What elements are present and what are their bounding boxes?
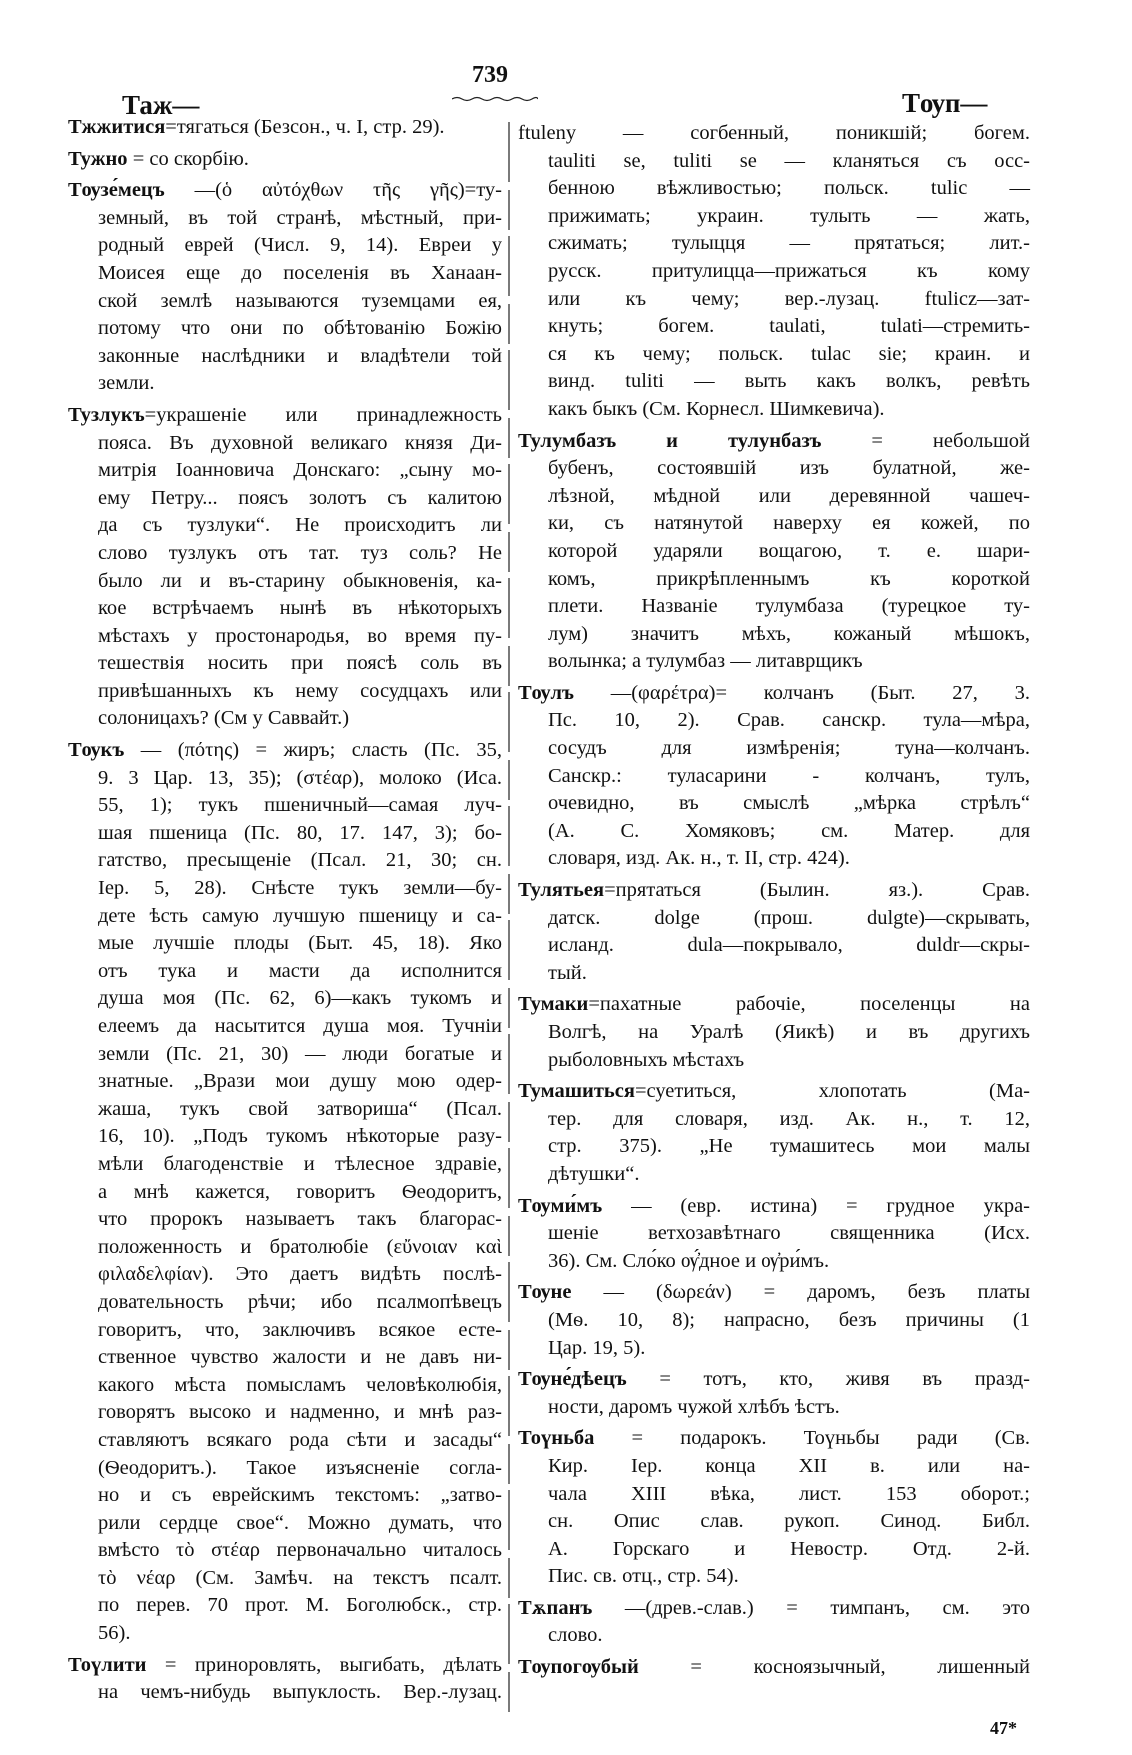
entry-text: = подарокъ. Тоүньбы ради (Св. [594,1427,1030,1450]
entry-text: слово. [548,1624,603,1647]
entry-line [68,875,502,903]
dictionary-entry [518,680,1030,873]
entry-line [68,1206,502,1234]
signature-mark: 47* [990,1718,1017,1738]
entry-line [518,1622,1030,1650]
entry-text: Цар. 19, 5). [548,1336,646,1359]
entry-text: потому что они по обѣтованію Божію [98,317,502,340]
headword: Тѹми́мъ [518,1194,603,1217]
entry-text: лум) значитъ мѣхъ, кожаный мѣшокъ, [548,622,1030,645]
entry-line [68,1372,502,1400]
entry-line [68,1317,502,1345]
entry-line [68,958,502,986]
entry-line [518,286,1030,314]
entry-line [68,402,502,430]
dictionary-entry [68,177,502,398]
headword: Тулумбазъ и тулунбазъ [518,429,822,452]
entry-text: ности, даромъ чужой хлѣбъ ѣстъ. [548,1395,840,1418]
entry-text: =суетиться, хлопотать (Ма- [634,1080,1030,1103]
entry-line [68,1289,502,1317]
entry-line [518,818,1030,846]
entry-text: бенною вѣжливостью; польск. tulic — [548,177,1030,200]
entry-line [68,1679,502,1707]
entry-line [518,1595,1030,1623]
dictionary-entry [68,737,502,1648]
entry-line [68,1068,502,1096]
entry-line [68,847,502,875]
entry-line [68,568,502,596]
headword: Тумаки [518,993,589,1016]
entry-text: чала XIII вѣка, лист. 153 оборот.; [548,1482,1030,1505]
entry-line [518,1106,1030,1134]
entry-text: кое встрѣчаемъ нынѣ въ нѣкоторыхъ [98,597,502,620]
entry-line [518,932,1030,960]
headword: Тѹне [518,1281,572,1304]
entry-text: ственное чувство жалости и не давъ ни- [98,1346,502,1369]
entry-text: исланд. dula—покрывало, duldr—скры- [548,934,1030,957]
entry-line [518,175,1030,203]
entry-line [518,1248,1030,1276]
entry-line [68,457,502,485]
entry-text: шая пшеница (Пс. 80, 17. 147, 3); бо- [98,821,502,844]
entry-text: плети. Названіе тулумбаза (турецкое ту- [548,595,1030,618]
entry-text: =украшеніе или принадлежность [144,403,502,426]
entry-text: по перев. 70 прот. М. Боголюбск., стр. [98,1594,502,1617]
entry-text: Пс. 10, 2). Срав. санскр. тула—мѣра, [548,709,1030,732]
entry-text: датск. dolge (прош. dulgte)—скрывать, [548,906,1030,929]
entry-line [518,648,1030,676]
entry-line [518,203,1030,231]
entry-text: =пахатные рабочіе, поселенцы на [588,993,1030,1016]
entry-line [68,623,502,651]
entry-text: Пис. св. отц., стр. 54). [548,1565,739,1588]
entry-text: Волгѣ, на Уралѣ (Яикѣ) и въ другихъ [548,1021,1030,1043]
entry-text: было ли и въ-старину обыкновенія, ка- [98,569,502,592]
entry-text: законные наслѣдники и владѣтели той [98,344,502,367]
entry-line [518,1366,1030,1394]
entry-text: Кир. Іер. конца XII в. или на- [548,1454,1030,1477]
entry-text: сосудъ для измѣренія; туна—колчанъ. [548,737,1030,760]
entry-text: пояса. Въ духовной великаго князя Ди- [98,431,502,454]
entry-text: какъ быкъ (См. Корнесл. Шимкевича). [548,397,885,420]
entry-line [518,1536,1030,1564]
entry-line [68,232,502,260]
entry-line [68,1234,502,1262]
entry-line [68,1261,502,1289]
entry-line [68,540,502,568]
headword: Тумашиться [518,1080,635,1103]
entry-line [518,707,1030,735]
entry-line [68,1537,502,1565]
dictionary-entry [68,146,502,174]
entry-text: волынка; а тулумбаз — литаврщикъ [548,650,863,673]
entry-line [68,485,502,513]
entry-line [68,430,502,458]
entry-text: мые лучшіе плоды (Быт. 45, 18). Яко [98,932,502,955]
entry-line [518,1563,1030,1591]
entry-text: = приноровлять, выгибать, дѣлать [146,1653,502,1676]
dictionary-entry [518,120,1030,424]
entry-text: земный, въ той странѣ, мѣстный, при- [98,206,502,229]
dictionary-entry [68,1652,502,1707]
entry-line [68,1592,502,1620]
headword: Тѹлъ [518,681,574,704]
entry-line [68,512,502,540]
entry-line [518,877,1030,905]
entry-text: =прятаться (Былин. яз.). Срав. [604,879,1030,902]
dictionary-entry [518,1193,1030,1276]
entry-text: отъ тука и масти да исполнится [98,959,502,982]
entry-line [518,1279,1030,1307]
entry-text: 9. 3 Цар. 13, 35); (στέαρ), молоко (Иса. [98,766,502,789]
entry-line [68,205,502,233]
entry-line [518,566,1030,594]
entry-text: Іер. 5, 28). Снѣсте тукъ земли—бу- [98,877,502,900]
entry-text: слово тузлукъ отъ тат. туз соль? Не [98,541,502,564]
entry-line [518,230,1030,258]
entry-text: знатные. „Врази мои душу мою одер- [98,1070,502,1093]
entry-text: —(древ.-слав.) = тимпанъ, см. это [592,1596,1030,1619]
dictionary-entry [518,1654,1030,1682]
entry-text: = тотъ, кто, живя въ празд- [626,1368,1030,1391]
page-number-rule [452,96,538,102]
entry-line [518,368,1030,396]
entry-text: какого мѣста помысламъ человѣколюбія, [98,1373,502,1396]
headword: Тѹкъ [68,739,125,762]
entry-line [518,341,1030,369]
entry-text: тешествія носить при поясѣ соль въ [98,652,502,675]
dictionary-entry [68,114,502,142]
entry-line [518,148,1030,176]
entry-text: — (δωρεάν) = даромъ, безъ платы [571,1281,1030,1304]
entry-line [518,1453,1030,1481]
column-divider [506,122,512,1712]
entry-text: = косноязычный, лишенный [638,1656,1030,1679]
entry-text: — (πότης) = жиръ; сласть (Пс. 35, [124,739,502,762]
entry-text: тый. [548,961,587,984]
entry-line [518,1335,1030,1363]
entry-text: 55, 1); тукъ пшеничный—самая луч- [98,794,502,817]
entry-text: τὸ νέαρ (См. Замѣч. на текстъ псалт. [98,1566,502,1589]
entry-line [518,1019,1030,1047]
entry-line [68,114,502,142]
headword: Тѹпогѹбый [518,1656,639,1679]
entry-text: дѣтушки“. [548,1162,640,1185]
entry-line [68,705,502,733]
dictionary-entry [518,1425,1030,1591]
entry-line [68,792,502,820]
entry-text: солоницахъ? (См у Саввайт.) [98,707,350,730]
entry-line [518,621,1030,649]
entry-text: прижимать; украин. тулыть — жать, [548,204,1030,227]
entry-text: —(φαρέτρα)= колчанъ (Быт. 27, 3. [574,681,1030,704]
entry-text: положенность и братолюбіе (εὔνοιαν καὶ [98,1235,502,1258]
entry-text: жаша, тукъ свой затвориша“ (Псал. [98,1097,502,1120]
entry-text: которой ударяли вощагою, т. е. шари- [548,539,1030,562]
dictionary-entry [518,1595,1030,1650]
entry-line [518,1654,1030,1682]
page-number: 739 [472,62,508,88]
entry-line [518,258,1030,286]
entry-text: земли. [98,372,155,395]
entry-line [518,991,1030,1019]
entry-line [68,1179,502,1207]
entry-line [68,985,502,1013]
entry-line [518,510,1030,538]
headword: Тоүлити [68,1653,147,1676]
entry-line [68,930,502,958]
headword: Тулятьея [518,879,605,902]
headword: Тѹне́дѣецъ [518,1368,627,1391]
entry-text: земли (Пс. 21, 30) — люди богатые и [98,1042,502,1065]
entry-line [518,1307,1030,1335]
entry-line [68,146,502,174]
headword: Тѫпанъ [518,1596,593,1619]
entry-text: ся къ чему; польск. tulac sie; краин. и [548,342,1030,365]
dictionary-entry [68,402,502,733]
entry-text: лѣзной, мѣдной или деревянной чашеч- [548,484,1030,507]
entry-text: комъ, прикрѣпленнымъ къ короткой [548,567,1030,590]
entry-line [68,1510,502,1538]
entry-text: = небольшой [821,429,1030,452]
entry-line [518,1047,1030,1075]
entry-line [518,396,1030,424]
entry-line [68,315,502,343]
entry-text: — (евр. истина) = грудное укра- [602,1194,1030,1217]
entry-line [68,820,502,848]
entry-text: говорятъ высоко и надменно, и мнѣ раз- [98,1401,502,1424]
entry-text: рили сердце свое“. Можно думать, что [98,1511,502,1534]
entry-line [518,1193,1030,1221]
entry-line [68,595,502,623]
entry-text: кнуть; богем. taulati, tulati—стремить- [548,315,1030,338]
entry-line [518,538,1030,566]
entry-text: 56). [98,1622,131,1645]
entry-text: ки, съ натянутой наверху ея кожей, по [548,512,1030,535]
entry-text: на чемъ-нибудь выпуклость. Вер.-лузац. [98,1681,502,1704]
entry-text: сн. Опис слав. рукоп. Синод. Библ. [548,1510,1030,1533]
entry-line [518,735,1030,763]
entry-line [518,790,1030,818]
entry-line [68,765,502,793]
entry-line [68,1652,502,1680]
entry-line [68,177,502,205]
entry-text: говоритъ, что, заключивъ всякое есте- [98,1318,502,1341]
entry-line [518,1508,1030,1536]
entry-line [68,1427,502,1455]
entry-text: что пророкъ называетъ такъ благорас- [98,1208,502,1231]
entry-line [518,845,1030,873]
dictionary-entry [518,428,1030,676]
entry-line [518,763,1030,791]
entry-line [68,1565,502,1593]
entry-text: А. Горскаго и Невостр. Отд. 2-й. [548,1537,1030,1560]
entry-text: а мнѣ кажется, говоритъ Ѳеодоритъ, [98,1180,502,1203]
entry-line [518,960,1030,988]
entry-line [68,1620,502,1648]
entry-text: ской землѣ называются туземцами ея, [98,289,502,312]
entry-text: ему Петру... поясъ золотъ съ калитою [98,486,502,509]
running-head-right: Тѹп— [902,88,988,118]
headword: Тоүньба [518,1427,595,1450]
entry-text: словаря, изд. Ак. н., т. II, стр. 424). [548,847,850,870]
entry-line [68,650,502,678]
entry-line [518,680,1030,708]
entry-line [68,678,502,706]
entry-line [68,370,502,398]
entry-text: довательность рѣчи; ибо псалмопѣвецъ [98,1290,502,1313]
entry-text: мѣли благоденствіе и тѣлесное здравіе, [98,1152,502,1175]
entry-line [518,593,1030,621]
entry-line [518,1078,1030,1106]
entry-text: винд. tuliti — выть какъ волкъ, ревѣть [548,370,1030,393]
entry-line [68,343,502,371]
left-column [68,114,502,1711]
entry-line [68,288,502,316]
entry-line [68,1344,502,1372]
entry-line [68,1123,502,1151]
entry-line [68,1151,502,1179]
entry-line [518,1394,1030,1422]
entry-text: —(ὁ αὐτόχθων τῆς γῆς)=ту- [164,179,502,202]
entry-line [518,120,1030,148]
entry-line [518,428,1030,456]
entry-line [68,260,502,288]
headword: Тжжитися [68,116,166,138]
entry-line [518,313,1030,341]
headword: Тѹзе́мецъ [68,179,165,202]
entry-text: дете ѣсть самую лучшую пшеницу и са- [98,904,502,927]
dictionary-entry [518,877,1030,987]
entry-text: ставляютъ всякаго рода сѣти и засады“ [98,1428,502,1451]
entry-line [518,1481,1030,1509]
entry-text: или къ чему; вер.-лузац. ftulicz—зат- [548,287,1030,310]
entry-text: митрія Іоанновича Донскаго: „сыну мо- [98,459,502,482]
entry-text: (Ѳеодоритъ.). Такое изъясненіе согла- [98,1456,502,1479]
entry-text: шеніе ветхозавѣтнаго священника (Исх. [548,1222,1030,1245]
entry-text: φιλαδελφίαν). Это даетъ видѣть послѣ- [98,1263,502,1286]
entry-line [68,737,502,765]
entry-text: тер. для словаря, изд. Ак. н., т. 12, [548,1107,1030,1130]
entry-line [518,1161,1030,1189]
dictionary-entry [518,991,1030,1074]
entry-text: стр. 375). „Не тумашитесь мои малы [548,1135,1030,1158]
entry-line [68,1096,502,1124]
entry-line [68,903,502,931]
headword: Тужно [68,147,128,170]
entry-line [518,1425,1030,1453]
entry-text: (А. С. Хомяковъ; см. Матер. для [548,819,1030,842]
entry-line [518,905,1030,933]
entry-text: tauliti se, tuliti se — кланяться съ осс- [548,149,1030,172]
entry-line [68,1482,502,1510]
entry-text: да съ тузлуки“. Не происходитъ ли [98,514,502,537]
running-head-left: Таж— [122,90,200,120]
dictionary-entry [518,1078,1030,1188]
entry-text: рыболовныхъ мѣстахъ [548,1048,745,1071]
entry-text: бубенъ, состоявшій изъ булатной, же- [548,457,1030,480]
entry-text: 16, 10). „Подъ тукомъ нѣкоторые разу- [98,1125,502,1148]
dictionary-entry [518,1279,1030,1362]
entry-text: душа моя (Пс. 62, 6)—какъ тукомъ и [98,987,502,1010]
entry-line [68,1399,502,1427]
entry-text: = со скорбію. [127,147,249,170]
entry-text: вмѣсто τὸ στέαρ первоначально читалось [98,1539,502,1562]
entry-line [68,1041,502,1069]
entry-text: ftuleny — согбенный, поникшій; богем. [518,122,1030,144]
entry-text: но и съ еврейскимъ текстомъ: „затво- [98,1484,502,1507]
entry-text: гатство, пресыщеніе (Псал. 21, 30; сн. [98,849,502,872]
entry-text: русск. притулицца—прижаться къ кому [548,259,1030,282]
dictionary-entry [518,1366,1030,1421]
entry-text: сжимать; тулыцця — прятаться; лит.- [548,232,1030,255]
entry-text: =тягаться (Безсон., ч. I, стр. 29). [165,116,445,138]
entry-line [518,455,1030,483]
entry-text: (Мѳ. 10, 8); напрасно, безъ причины (1 [548,1308,1030,1331]
entry-line [68,1013,502,1041]
headword: Тузлукъ [68,403,145,426]
entry-text: очевидно, въ смыслѣ „мѣрка стрѣлъ“ [548,792,1030,815]
entry-text: 36). См. Сло́ко ѹ҆́дное и ѹ҆ри́мъ. [548,1249,830,1272]
entry-line [518,1133,1030,1161]
entry-text: родный еврей (Числ. 9, 14). Евреи у [98,234,502,257]
entry-text: Санскр.: туласарини - колчанъ, тулъ, [548,764,1030,787]
entry-text: привѣшанныхъ къ нему сосудцахъ или [98,679,502,702]
entry-text: Моисея еще до поселенія въ Ханаан- [98,261,502,284]
entry-text: мѣстахъ у простонародья, во время пу- [98,624,502,647]
entry-line [518,1220,1030,1248]
entry-text: елеемъ да насытится душа моя. Тучніи [98,1015,502,1037]
right-column [518,120,1030,1686]
entry-line [518,483,1030,511]
entry-line [68,1455,502,1483]
